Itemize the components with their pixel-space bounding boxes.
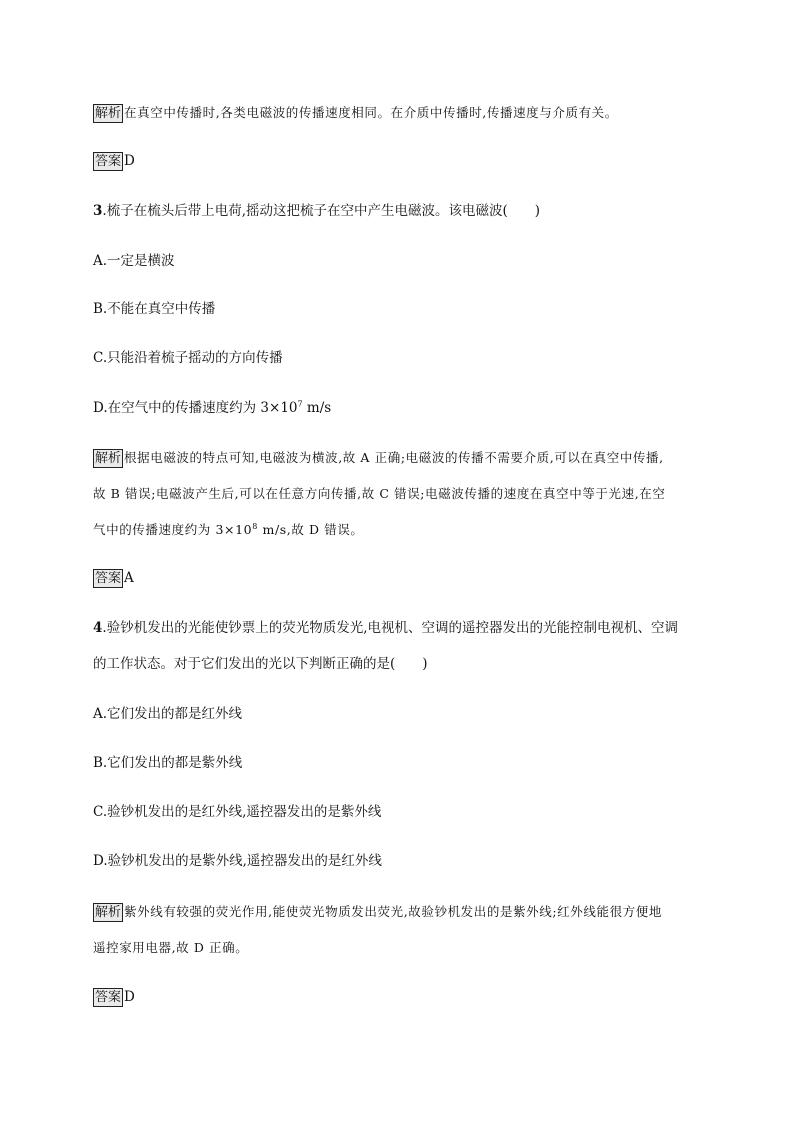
q4-analysis-text-1: 紫外线有较强的荧光作用,能使荧光物质发出荧光,故验钞机发出的是紫外线;红外线能很方便地 [124,904,662,919]
q3-answer-line [93,568,134,588]
q4-option-b: B.它们发出的都是紫外线 [93,755,243,771]
q4-analysis-line1 [93,902,662,922]
q3-stem-text: .梳子在梳头后带上电荷,摇动这把梳子在空中产生电磁波。该电磁波( ) [102,203,541,219]
q3-analysis-text-1: 根据电磁波的特点可知,电磁波为横波,故 A 正确;电磁波的传播不需要介质,可以在真空中传播, [124,450,664,465]
q3-option-d-exponent: 7 [297,399,303,409]
q3-option-c: C.只能沿着梳子摇动的方向传播 [93,350,283,366]
q2-analysis-text: 在真空中传播时,各类电磁波的传播速度相同。在介质中传播时,传播速度与介质有关。 [124,105,618,120]
q4-option-a: A.它们发出的都是红外线 [93,706,243,722]
q3-answer-value: A [124,570,134,586]
q3-option-d-unit: m/s [302,400,332,416]
analysis-tag: 解析 [95,451,122,466]
q3-analysis-text-3b: m/s,故 D 错误。 [257,522,364,537]
q3-number: 3 [93,203,103,219]
q3-option-b: B.不能在真空中传播 [93,301,216,317]
q4-number: 4 [93,620,103,636]
analysis-tag: 解析 [95,905,122,920]
q3-option-d-text: D.在空气中的传播速度约为 3×10 [93,400,298,416]
analysis-tag: 解析 [95,106,122,121]
q2-analysis-line [93,103,618,123]
q4-answer-value: D [124,989,135,1005]
answer-tag: 答案 [95,990,122,1005]
answer-tag: 答案 [95,154,122,169]
q4-option-d: D.验钞机发出的是紫外线,遥控器发出的是红外线 [93,853,382,869]
q3-analysis-line1 [93,448,664,468]
answer-tag: 答案 [95,571,122,586]
q3-stem [93,201,540,221]
q4-answer-line [93,987,135,1007]
q4-stem-line2: 的工作状态。对于它们发出的光以下判断正确的是( ) [93,656,428,672]
q3-option-d [93,398,331,418]
q3-analysis-exponent: 8 [252,521,258,531]
q3-analysis-text-3: 气中的传播速度约为 3×10 [93,522,253,537]
q2-answer-value: D [124,153,135,169]
q4-stem-line1 [93,618,678,638]
q3-option-a: A.一定是横波 [93,253,175,269]
q4-analysis-line2: 遥控家用电器,故 D 正确。 [93,940,249,955]
q2-answer-line [93,151,135,171]
q4-stem-text-1: .验钞机发出的光能使钞票上的荧光物质发光,电视机、空调的遥控器发出的光能控制电视机、空调 [102,620,678,636]
q3-analysis-line2: 故 B 错误;电磁波产生后,可以在任意方向传播,故 C 错误;电磁波传播的速度在真空中等于光速,在空 [93,486,666,501]
q4-option-c: C.验钞机发出的是红外线,遥控器发出的是紫外线 [93,804,382,820]
q3-analysis-line3 [93,520,364,540]
